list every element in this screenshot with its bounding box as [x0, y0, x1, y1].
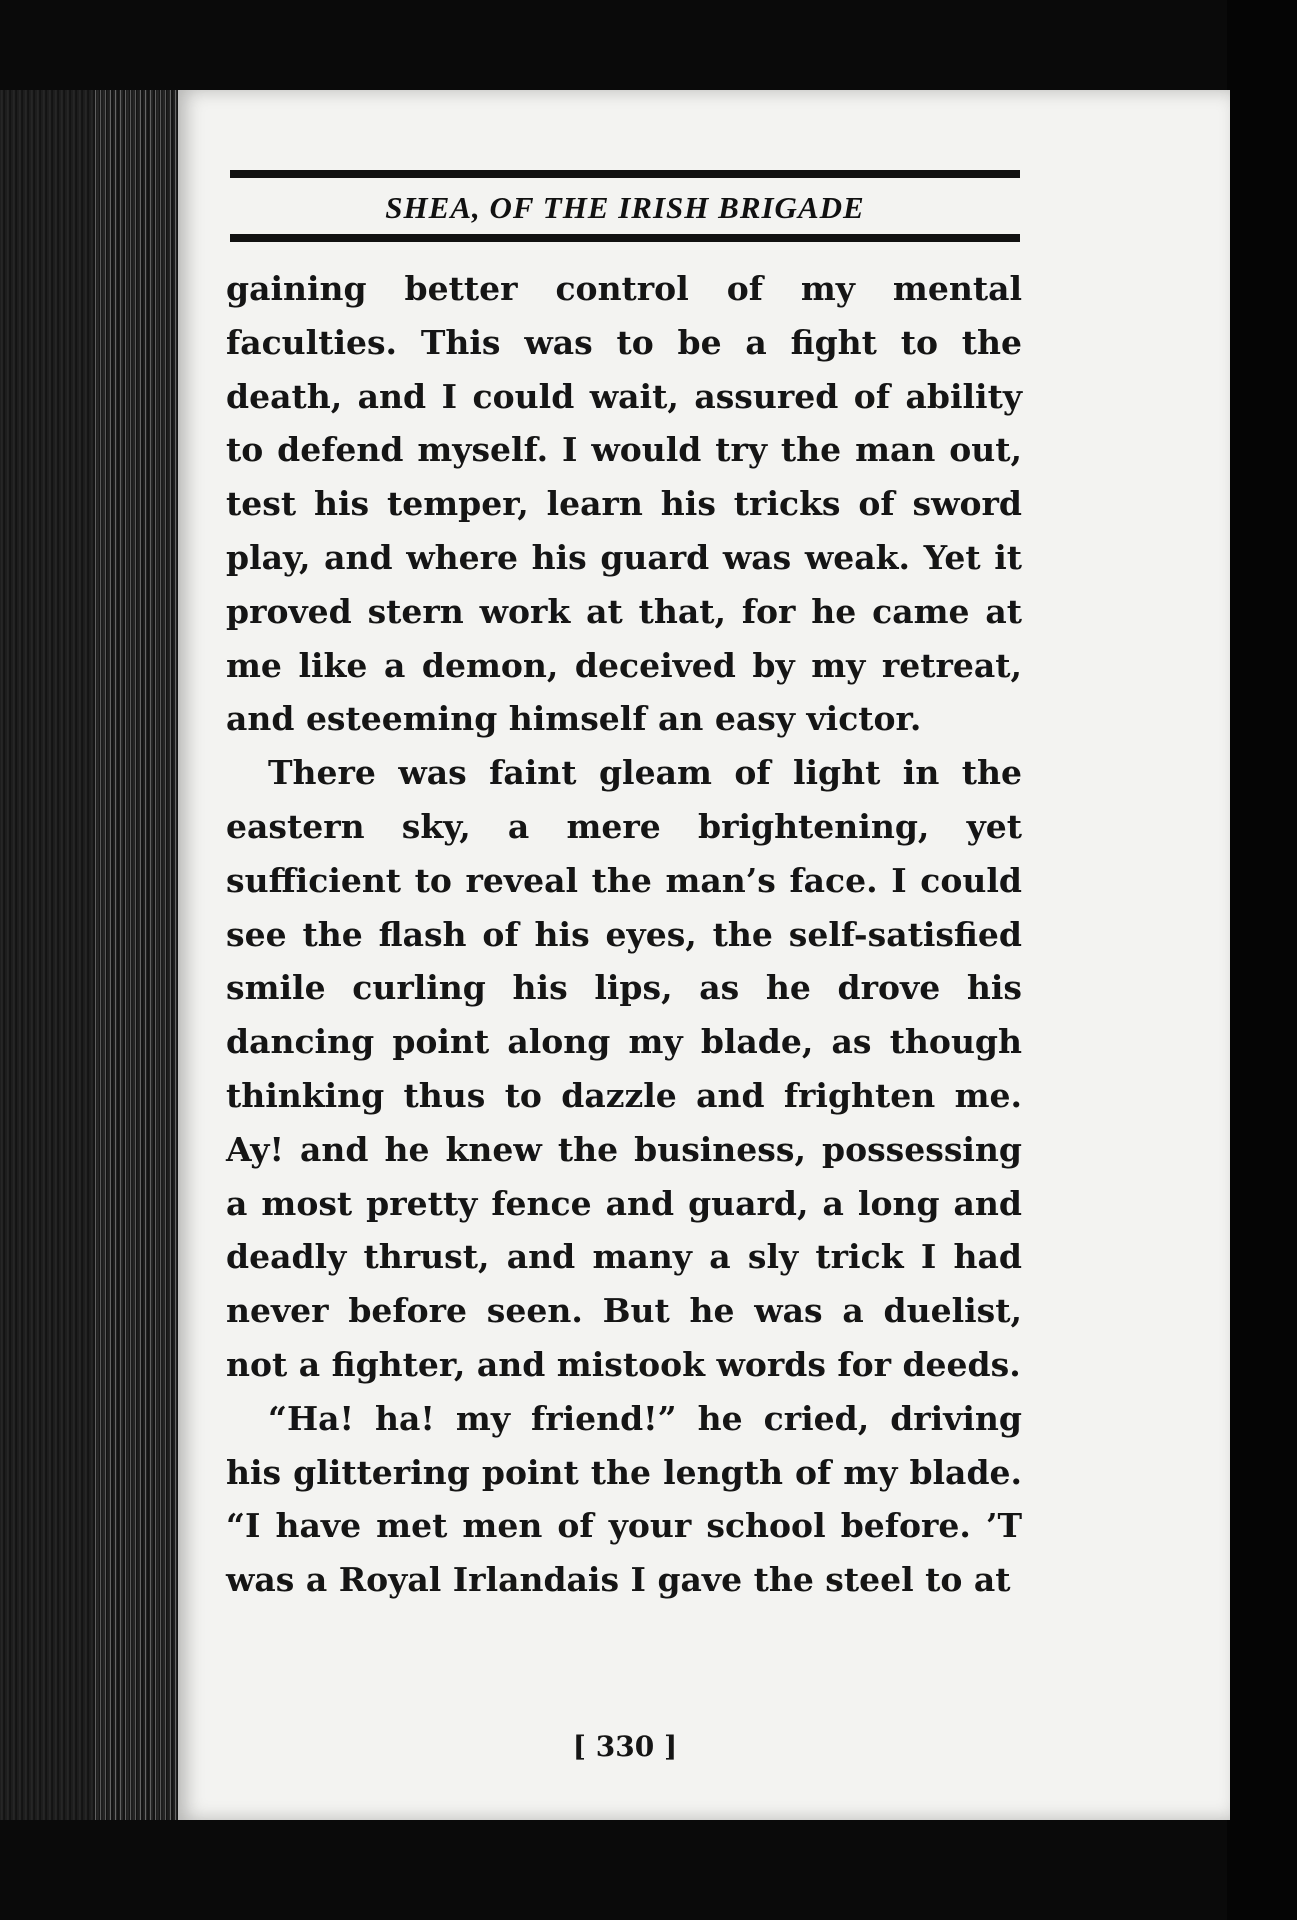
page-number: [ 330 ]	[572, 1730, 678, 1763]
header-rule-bottom	[230, 234, 1020, 242]
bottom-margin-shadow	[0, 1820, 1297, 1920]
paragraph-2: There was faint gleam of light in the eastern sky, a mere brightening, yet sufficient to reveal the man’s face. I could see the flash of his eyes, the self-satisfied smile curling his lips, as he drove his dancing point along my blade, as though thinking thus to dazzle and frighten me. Ay! and he knew the business, possessing a most pretty fence and guard, a long and deadly thrust, and many a sly trick I had never before seen. But he was a duelist, not a fighter, and mistook words for deeds.	[226, 753, 1022, 1384]
body-text	[226, 262, 1022, 1607]
page-edges	[95, 60, 180, 1860]
running-header	[230, 170, 1020, 242]
top-margin-shadow	[0, 0, 1297, 90]
header-rule-top	[230, 170, 1020, 178]
paragraph-3: “Ha! ha! my friend!” he cried, driving his glittering point the length of my blade. “I have met men of your school before. ’T was a Royal Irlandais I gave the steel to at	[226, 1398, 1022, 1600]
running-head-title: SHEA, OF THE IRISH BRIGADE	[385, 190, 865, 225]
right-margin-shadow	[1227, 0, 1297, 1920]
paragraph-1: gaining better control of my mental faculties. This was to be a fight to the death, and I could wait, assured of ability to defend myself. I would try the man out, test his temper, learn his tricks of sword play, and where his guard was weak. Yet it proved stern work at that, for he came at me like a demon, deceived by my retreat, and esteeming himself an easy victor.	[226, 269, 1022, 739]
